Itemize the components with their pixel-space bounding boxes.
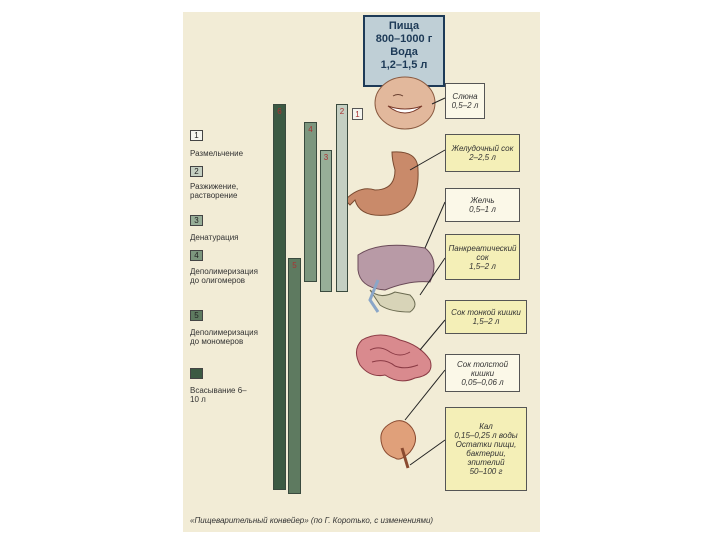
bile-label: Желчь	[470, 196, 495, 205]
legend-text-liquefaction: Разжижение, растворение	[190, 182, 239, 200]
pancreatic-juice-volume: 1,5–2 л	[469, 261, 496, 271]
figure-caption: «Пищеварительный конвейер» (по Г. Коротько, с изменениями)	[190, 516, 434, 525]
bar-depolymerization-monomers	[288, 258, 301, 494]
stomach-illustration	[345, 152, 418, 216]
large-intestine-juice-label: Сок толстой кишки	[456, 359, 509, 378]
food-label: Пища	[388, 20, 420, 32]
legend-text-oligomers: Деполимеризация до олигомеров	[190, 267, 258, 285]
bar-label: 2	[339, 107, 345, 116]
saliva-label: Слюна	[452, 92, 478, 101]
bar-denaturation	[320, 150, 332, 292]
saliva-box	[445, 83, 485, 119]
feces-contents: Остатки пищи, бактерии, эпителий	[455, 440, 517, 467]
legend-text-absorption: Всасывание 6–10 л	[190, 386, 247, 404]
legend-swatch-2: 2	[190, 166, 203, 177]
mouth-illustration	[375, 77, 435, 129]
small-intestine-juice-label: Сок тонкой кишки	[451, 308, 521, 317]
water-label: Вода	[390, 46, 418, 58]
gastric-juice-box	[445, 134, 520, 172]
legend-text-denaturation: Денатурация	[190, 233, 239, 242]
pancreatic-juice-box	[445, 234, 520, 280]
feces-mass: 50–100 г	[469, 467, 503, 476]
small-intestine-juice-box	[445, 300, 527, 334]
saliva-volume: 0,5–2 л	[451, 101, 479, 110]
bar-depolymerization-oligomers	[304, 122, 317, 282]
large-intestine-illustration	[381, 421, 416, 468]
small-intestine-juice-volume: 1,5–2 л	[472, 317, 500, 326]
water-amount: 1,2–1,5 л	[380, 59, 428, 71]
feces-label: Кал	[479, 422, 493, 431]
legend-text-grinding: Размельчение	[190, 149, 244, 158]
legend-swatch-3: 3	[190, 215, 203, 226]
bar-label: 5	[292, 261, 297, 270]
legend-swatch-5: 5	[190, 310, 203, 321]
liver-pancreas-illustration	[358, 245, 434, 312]
feces-box	[445, 407, 527, 491]
bile-volume: 0,5–1 л	[469, 205, 496, 214]
pancreatic-juice-label: Панкреатический сок	[448, 243, 517, 262]
legend-swatch-1: 1	[190, 130, 203, 141]
food-amount: 800–1000 г	[375, 33, 433, 45]
bar-label: 6	[277, 107, 282, 116]
gastric-juice-volume: 2–2,5 л	[469, 153, 496, 162]
legend-swatch-6: 6	[190, 368, 203, 379]
large-intestine-juice-box	[445, 354, 520, 392]
bar-label: 4	[308, 125, 313, 134]
feces-water: 0,15–0,25 л воды	[454, 431, 518, 440]
bar-liquefaction	[336, 104, 348, 292]
bar-absorption	[273, 104, 286, 490]
gastric-juice-label: Желудочный сок	[451, 144, 514, 153]
legend-text-monomers: Деполимеризация до мономеров	[190, 328, 258, 346]
large-intestine-juice-volume: 0,05–0,06 л	[461, 377, 504, 387]
legend-swatch-4: 4	[190, 250, 203, 261]
bar-label: 3	[323, 153, 329, 162]
small-intestine-illustration	[356, 335, 431, 381]
bar-grinding-marker: 1	[352, 108, 363, 120]
bile-box	[445, 188, 520, 222]
